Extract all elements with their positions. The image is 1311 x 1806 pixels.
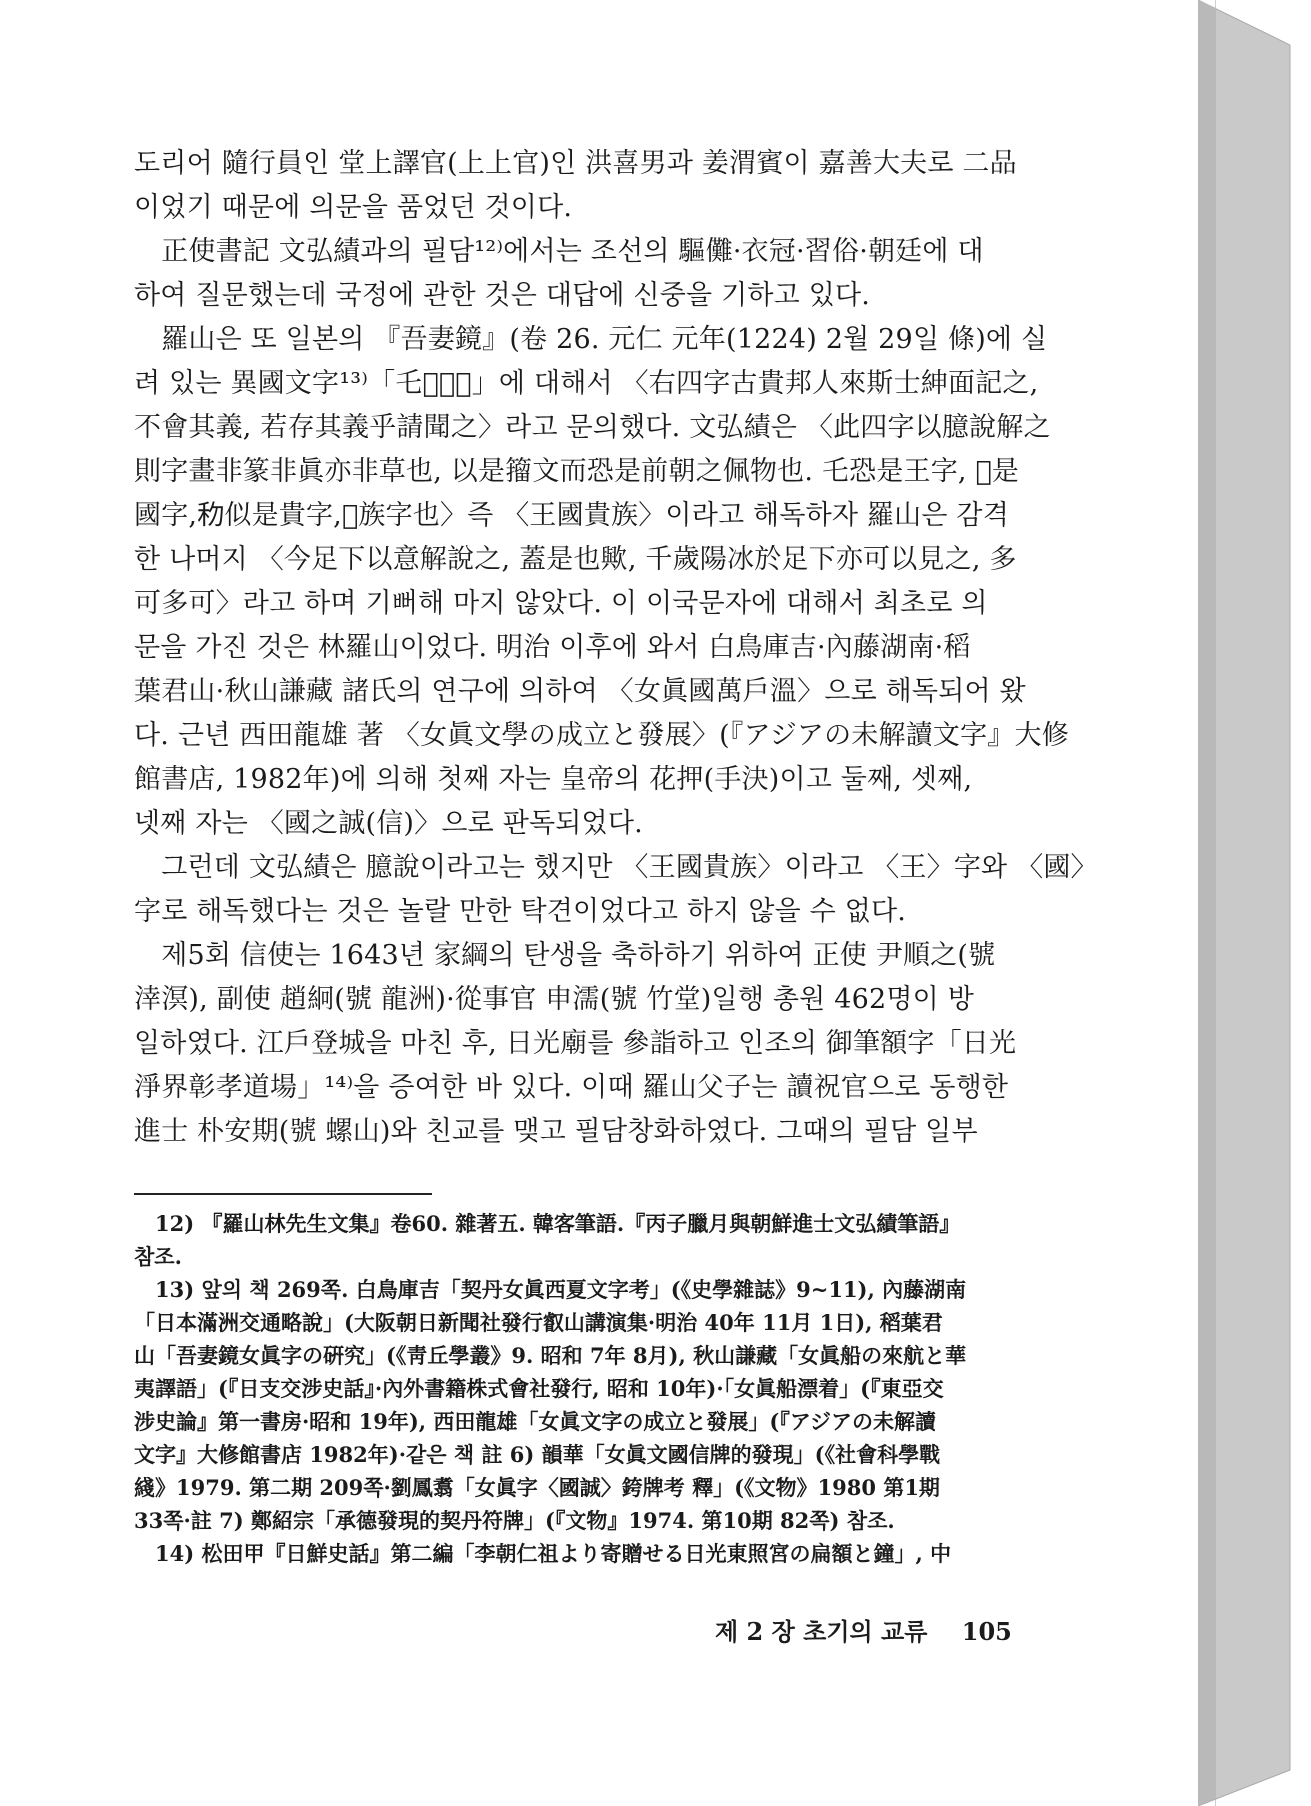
text-line: 羅山은 또 일본의 『吾妻鏡』(卷 26. 元仁 元年(1224) 2월 29일 條)에 실 [134, 324, 1048, 355]
text-line: 다. 근년 西田龍雄 著 〈女眞文學の成立と發展〉(『アジアの未解讀文字』大修 [134, 720, 1069, 751]
text-line: 이었기 때문에 의문을 품었던 것이다. [134, 192, 573, 223]
text-line: 제5회 信使는 1643년 家綱의 탄생을 축하하기 위하여 正使 尹順之(號 [134, 940, 996, 971]
footnote-line: 涉史論』第一書房·昭和 19年), 西田龍雄「女眞文字の成立と發展」(『アジアの未解讀 [134, 1409, 936, 1434]
page-number: 105 [961, 1617, 1012, 1646]
text-line: 려 있는 異國文字¹³⁾「乇𣎃𥝢𣑠」에 대해서 〈右四字古貴邦人來斯士紳面記之, [134, 368, 1039, 399]
text-line: 館書店, 1982年)에 의해 첫째 자는 皇帝의 花押(手決)이고 둘째, 셋째, [134, 764, 973, 795]
footnote-line: 14) 松田甲『日鮮史話』第二編「李朝仁祖より寄贈せる日光東照宮の扁額と鐘」, 中 [134, 1541, 952, 1566]
text-line: 國字,𥝢似是貴字,𣑠族字也〉즉 〈王國貴族〉이라고 해독하자 羅山은 감격 [134, 500, 1009, 531]
footnote-line: 山「吾妻鏡女眞字の硏究」(《靑丘學叢》9. 昭和 7年 8月), 秋山謙藏「女眞船の來航と華 [134, 1343, 967, 1368]
text-line: 葉君山·秋山謙藏 諸氏의 연구에 의하여 〈女眞國萬戶溫〉으로 해독되어 왔 [134, 676, 1026, 707]
running-footer [715, 1612, 1012, 1647]
footnote-line: 「日本滿洲交通略說」(大阪朝日新聞社發行叡山講演集·明治 40年 11月 1日), 稻葉君 [134, 1310, 943, 1335]
text-line: 可多可〉라고 하며 기뻐해 마지 않았다. 이 이국문자에 대해서 최초로 의 [134, 588, 988, 619]
body-text [134, 142, 1098, 1154]
footnote-divider [134, 1193, 432, 1195]
footnote-line: 33쪽·註 7) 鄭紹宗「承德發現的契丹符牌」(『文物』1974. 第10期 82쪽) 참조. [134, 1508, 895, 1533]
chapter-title: 제 2 장 초기의 교류 [715, 1617, 928, 1646]
text-line: 일하였다. 江戶登城을 마친 후, 日光廟를 參詣하고 인조의 御筆額字「日光 [134, 1028, 1017, 1059]
footnote-line: 文字』大修館書店 1982年)·같은 책 註 6) 韻華「女眞文國信牌的發現」(《社會科學戰 [134, 1442, 941, 1467]
text-line: 도리어 隨行員인 堂上譯官(上上官)인 洪喜男과 姜渭賓이 嘉善大夫로 二品 [134, 148, 1017, 179]
text-line: 正使書記 文弘績과의 필담¹²⁾에서는 조선의 驅儺·衣冠·習俗·朝廷에 대 [134, 236, 984, 267]
footnotes [134, 1207, 1054, 1570]
footnote-line: 13) 앞의 책 269쪽. 白鳥庫吉「契丹女眞西夏文字考」(《史學雜誌》9~11), 內藤湖南 [134, 1277, 967, 1302]
text-line: 涬溟), 副使 趙絅(號 龍洲)·從事官 申濡(號 竹堂)일행 총원 462명이 방 [134, 984, 975, 1015]
footnote-line: 夷譯語」(『日支交涉史話』·內外書籍株式會社發行, 昭和 10年)·「女眞船漂着」(『東亞交 [134, 1376, 944, 1401]
footnote-line: 綫》1979. 第二期 209쪽·劉鳳翥「女眞字〈國誠〉銙牌考 釋」(《文物》1980 第1期 [134, 1475, 940, 1500]
book-side-edge [1198, 0, 1311, 1806]
text-line: 문을 가진 것은 林羅山이었다. 明治 이후에 와서 白鳥庫吉·內藤湖南·稻 [134, 632, 971, 663]
text-line: 則字畫非篆非眞亦非草也, 以是籀文而恐是前朝之佩物也. 乇恐是王字, 𣎃是 [134, 456, 1020, 487]
text-line: 하여 질문했는데 국정에 관한 것은 대답에 신중을 기하고 있다. [134, 280, 871, 311]
text-line: 한 나머지 〈今足下以意解說之, 蓋是也歟, 千歲陽冰於足下亦可以見之, 多 [134, 544, 1017, 575]
text-line: 進士 朴安期(號 螺山)와 친교를 맺고 필담창화하였다. 그때의 필담 일부 [134, 1116, 978, 1147]
text-line: 그런데 文弘績은 臆說이라고는 했지만 〈王國貴族〉이라고 〈王〉字와 〈國〉 [134, 852, 1098, 883]
text-line: 淨界彰孝道場」¹⁴⁾을 증여한 바 있다. 이때 羅山父子는 讀祝官으로 동행한 [134, 1072, 1009, 1103]
footnote-line: 참조. [134, 1244, 182, 1269]
text-line: 넷째 자는 〈國之誠(信)〉으로 판독되었다. [134, 808, 643, 839]
footnote-line: 12) 『羅山林先生文集』卷60. 雜著五. 韓客筆語.『丙子臘月與朝鮮進士文弘績筆語』 [134, 1211, 961, 1236]
text-line: 不會其義, 若存其義乎請聞之〉라고 문의했다. 文弘績은 〈此四字以臆說解之 [134, 412, 1051, 443]
text-line: 字로 해독했다는 것은 놀랄 만한 탁견이었다고 하지 않을 수 없다. [134, 896, 907, 927]
